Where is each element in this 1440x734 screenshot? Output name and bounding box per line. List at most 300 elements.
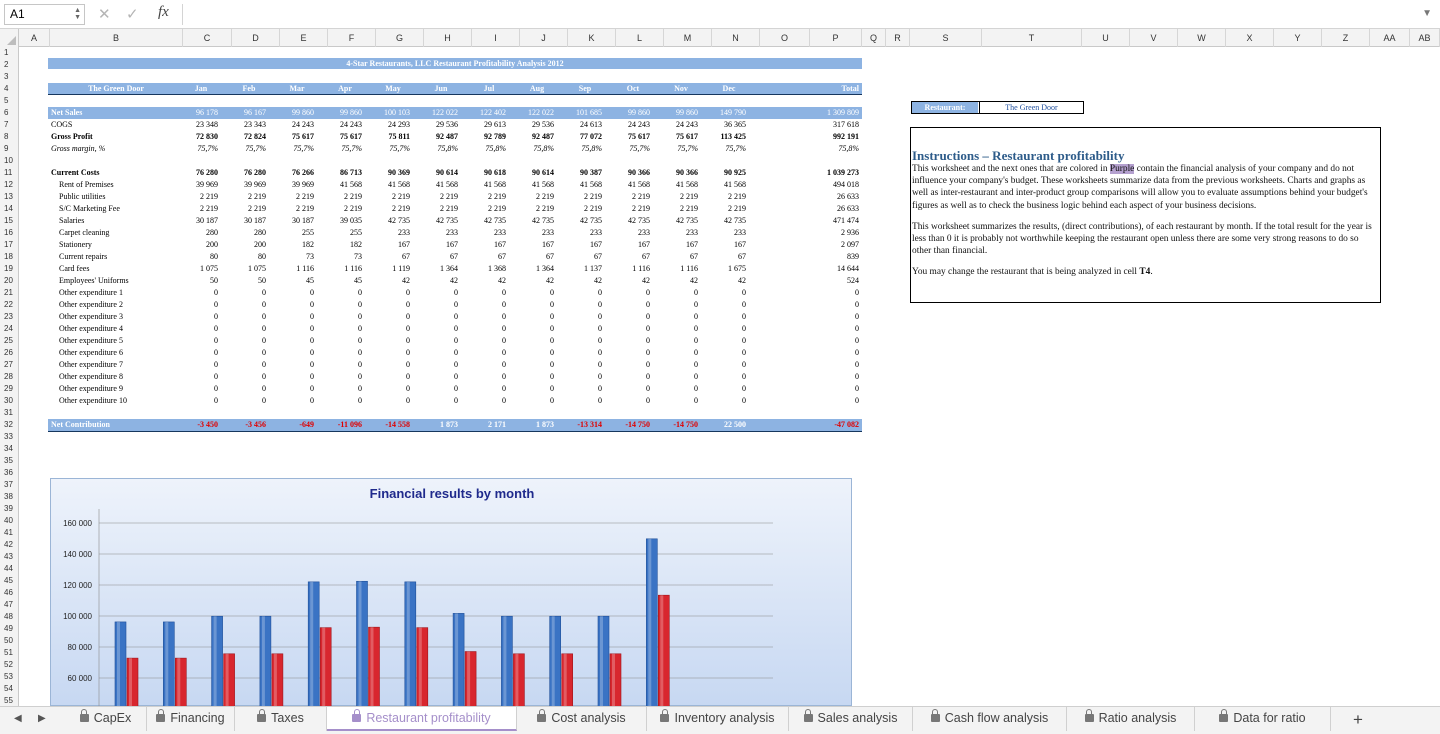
value-cell[interactable]: -14 750: [673, 420, 698, 429]
value-cell[interactable]: 167: [590, 240, 602, 249]
value-cell[interactable]: 2 219: [200, 204, 218, 213]
row-label[interactable]: Gross Profit: [51, 132, 93, 141]
column-header-t[interactable]: T: [982, 29, 1082, 47]
value-cell[interactable]: 2 219: [536, 204, 554, 213]
value-cell[interactable]: 75 811: [388, 132, 410, 141]
value-cell[interactable]: 96 167: [244, 108, 266, 117]
column-header-b[interactable]: B: [50, 29, 183, 47]
sheet-tab-inventory-analysis[interactable]: [647, 707, 789, 731]
value-cell[interactable]: 0: [310, 324, 314, 333]
value-cell[interactable]: 30 187: [196, 216, 218, 225]
value-cell[interactable]: 96 178: [196, 108, 218, 117]
value-cell[interactable]: 90 614: [532, 168, 554, 177]
value-cell[interactable]: 0: [310, 396, 314, 405]
row-label[interactable]: Carpet cleaning: [59, 228, 110, 237]
value-cell[interactable]: 90 618: [484, 168, 506, 177]
value-cell[interactable]: 23 343: [244, 120, 266, 129]
value-cell[interactable]: 0: [214, 300, 218, 309]
row-label[interactable]: Public utilities: [59, 192, 106, 201]
row-header-44[interactable]: 44: [4, 564, 13, 573]
column-header-a[interactable]: A: [19, 29, 50, 47]
value-cell[interactable]: 41 568: [580, 180, 602, 189]
value-cell[interactable]: 0: [598, 360, 602, 369]
row-label[interactable]: Card fees: [59, 264, 90, 273]
value-cell[interactable]: 41 568: [532, 180, 554, 189]
value-cell[interactable]: 0: [310, 384, 314, 393]
sheet-tab-ratio-analysis[interactable]: [1067, 707, 1195, 731]
value-cell[interactable]: 90 366: [628, 168, 650, 177]
value-cell[interactable]: 0: [694, 324, 698, 333]
value-cell[interactable]: 167: [686, 240, 698, 249]
value-cell[interactable]: 0: [214, 372, 218, 381]
value-cell[interactable]: 1 368: [488, 264, 506, 273]
restaurant-name[interactable]: The Green Door: [88, 84, 144, 93]
value-cell[interactable]: 2 219: [632, 192, 650, 201]
value-cell[interactable]: 42 735: [628, 216, 650, 225]
value-cell[interactable]: 77 072: [580, 132, 602, 141]
total-cell[interactable]: -47 082: [834, 420, 859, 429]
column-header-j[interactable]: J: [520, 29, 568, 47]
value-cell[interactable]: 22 500: [724, 420, 746, 429]
next-sheet-icon[interactable]: ▶: [38, 713, 46, 724]
total-cell[interactable]: 992 191: [833, 132, 859, 141]
value-cell[interactable]: 0: [310, 348, 314, 357]
row-header-28[interactable]: 28: [4, 372, 13, 381]
value-cell[interactable]: 0: [598, 348, 602, 357]
month-header-jun[interactable]: Jun: [434, 84, 448, 93]
value-cell[interactable]: 0: [406, 300, 410, 309]
value-cell[interactable]: 29 613: [484, 120, 506, 129]
value-cell[interactable]: 0: [262, 396, 266, 405]
row-header-55[interactable]: 55: [4, 696, 13, 705]
row-header-52[interactable]: 52: [4, 660, 13, 669]
value-cell[interactable]: 167: [734, 240, 746, 249]
add-sheet-button[interactable]: +: [1353, 710, 1363, 729]
value-cell[interactable]: 0: [214, 336, 218, 345]
previous-sheet-icon[interactable]: ◀: [14, 713, 22, 724]
value-cell[interactable]: 0: [406, 288, 410, 297]
column-header-ab[interactable]: AB: [1410, 29, 1440, 47]
value-cell[interactable]: 42 735: [388, 216, 410, 225]
value-cell[interactable]: 167: [398, 240, 410, 249]
cancel-icon[interactable]: ✕: [98, 6, 111, 23]
row-label[interactable]: Gross margin, %: [51, 144, 106, 153]
total-cell[interactable]: 14 644: [837, 264, 859, 273]
row-header-26[interactable]: 26: [4, 348, 13, 357]
value-cell[interactable]: 113 425: [720, 132, 746, 141]
value-cell[interactable]: 0: [214, 312, 218, 321]
value-cell[interactable]: 2 219: [680, 192, 698, 201]
value-cell[interactable]: 1 116: [344, 264, 362, 273]
row-header-18[interactable]: 18: [4, 252, 13, 261]
value-cell[interactable]: 75,7%: [341, 144, 362, 153]
value-cell[interactable]: 0: [550, 360, 554, 369]
row-header-1[interactable]: 1: [4, 48, 9, 57]
value-cell[interactable]: 75,8%: [581, 144, 602, 153]
value-cell[interactable]: 280: [254, 228, 266, 237]
value-cell[interactable]: 0: [742, 384, 746, 393]
value-cell[interactable]: 72 824: [244, 132, 266, 141]
total-cell[interactable]: 0: [855, 300, 859, 309]
value-cell[interactable]: 0: [694, 336, 698, 345]
value-cell[interactable]: 0: [646, 384, 650, 393]
value-cell[interactable]: 0: [454, 372, 458, 381]
row-label[interactable]: Salaries: [59, 216, 85, 225]
column-header-u[interactable]: U: [1082, 29, 1130, 47]
row-header-10[interactable]: 10: [4, 156, 13, 165]
value-cell[interactable]: 0: [598, 324, 602, 333]
value-cell[interactable]: 0: [358, 288, 362, 297]
sheet-tab-restaurant-profitability[interactable]: [327, 707, 517, 731]
column-header-aa[interactable]: AA: [1370, 29, 1410, 47]
value-cell[interactable]: 0: [694, 288, 698, 297]
value-cell[interactable]: 2 219: [728, 204, 746, 213]
value-cell[interactable]: 0: [454, 396, 458, 405]
value-cell[interactable]: 1 873: [440, 420, 458, 429]
value-cell[interactable]: 0: [358, 348, 362, 357]
value-cell[interactable]: 200: [206, 240, 218, 249]
name-box-spinner-icon[interactable]: ▲ ▼: [74, 7, 81, 21]
row-header-45[interactable]: 45: [4, 576, 13, 585]
value-cell[interactable]: 2 219: [200, 192, 218, 201]
value-cell[interactable]: 30 187: [244, 216, 266, 225]
value-cell[interactable]: 0: [310, 300, 314, 309]
month-header-dec[interactable]: Dec: [722, 84, 736, 93]
row-header-38[interactable]: 38: [4, 492, 13, 501]
column-header-f[interactable]: F: [328, 29, 376, 47]
value-cell[interactable]: 42 735: [484, 216, 506, 225]
value-cell[interactable]: 86 713: [340, 168, 362, 177]
value-cell[interactable]: 0: [550, 336, 554, 345]
value-cell[interactable]: 67: [450, 252, 458, 261]
value-cell[interactable]: 0: [742, 324, 746, 333]
value-cell[interactable]: 167: [638, 240, 650, 249]
value-cell[interactable]: 0: [406, 360, 410, 369]
value-cell[interactable]: 1 364: [536, 264, 554, 273]
row-header-15[interactable]: 15: [4, 216, 13, 225]
value-cell[interactable]: 1 137: [584, 264, 602, 273]
value-cell[interactable]: 0: [406, 348, 410, 357]
value-cell[interactable]: 2 219: [632, 204, 650, 213]
value-cell[interactable]: 50: [210, 276, 218, 285]
row-header-11[interactable]: 11: [4, 168, 13, 177]
row-label[interactable]: Other expenditure 1: [59, 288, 123, 297]
value-cell[interactable]: 67: [690, 252, 698, 261]
value-cell[interactable]: 0: [646, 336, 650, 345]
value-cell[interactable]: -3 456: [245, 420, 266, 429]
value-cell[interactable]: 42: [594, 276, 602, 285]
value-cell[interactable]: 255: [350, 228, 362, 237]
total-cell[interactable]: 0: [855, 360, 859, 369]
month-header-feb[interactable]: Feb: [242, 84, 256, 93]
value-cell[interactable]: 67: [594, 252, 602, 261]
value-cell[interactable]: 75,7%: [629, 144, 650, 153]
row-header-30[interactable]: 30: [4, 396, 13, 405]
column-header-e[interactable]: E: [280, 29, 328, 47]
value-cell[interactable]: 2 219: [440, 204, 458, 213]
value-cell[interactable]: -14 558: [385, 420, 410, 429]
row-header-40[interactable]: 40: [4, 516, 13, 525]
value-cell[interactable]: 41 568: [388, 180, 410, 189]
value-cell[interactable]: 0: [454, 300, 458, 309]
value-cell[interactable]: 0: [694, 312, 698, 321]
row-header-32[interactable]: 32: [4, 420, 13, 429]
row-header-17[interactable]: 17: [4, 240, 13, 249]
row-header-46[interactable]: 46: [4, 588, 13, 597]
value-cell[interactable]: 280: [206, 228, 218, 237]
instructions-box[interactable]: [910, 127, 1381, 303]
total-cell[interactable]: 0: [855, 288, 859, 297]
total-cell[interactable]: 2 097: [841, 240, 859, 249]
total-cell[interactable]: 471 474: [833, 216, 859, 225]
value-cell[interactable]: 182: [302, 240, 314, 249]
row-label[interactable]: Rent of Premises: [59, 180, 114, 189]
financial-results-chart[interactable]: [50, 478, 852, 706]
row-header-48[interactable]: 48: [4, 612, 13, 621]
value-cell[interactable]: 45: [354, 276, 362, 285]
row-header-25[interactable]: 25: [4, 336, 13, 345]
value-cell[interactable]: 42 735: [436, 216, 458, 225]
value-cell[interactable]: 0: [502, 312, 506, 321]
column-header-v[interactable]: V: [1130, 29, 1178, 47]
row-header-7[interactable]: 7: [4, 120, 9, 129]
row-header-49[interactable]: 49: [4, 624, 13, 633]
value-cell[interactable]: 0: [550, 324, 554, 333]
month-header-jan[interactable]: Jan: [194, 84, 208, 93]
column-header-c[interactable]: C: [183, 29, 232, 47]
value-cell[interactable]: -3 450: [197, 420, 218, 429]
value-cell[interactable]: 0: [742, 360, 746, 369]
value-cell[interactable]: 0: [454, 324, 458, 333]
value-cell[interactable]: 0: [502, 336, 506, 345]
row-label[interactable]: Other expenditure 8: [59, 372, 123, 381]
value-cell[interactable]: 41 568: [340, 180, 362, 189]
month-header-nov[interactable]: Nov: [674, 84, 688, 93]
value-cell[interactable]: 0: [742, 348, 746, 357]
value-cell[interactable]: 2 219: [248, 192, 266, 201]
value-cell[interactable]: 29 536: [436, 120, 458, 129]
value-cell[interactable]: 76 266: [292, 168, 314, 177]
month-header-mar[interactable]: Mar: [289, 84, 305, 93]
month-header-apr[interactable]: Apr: [338, 84, 352, 93]
value-cell[interactable]: 39 969: [196, 180, 218, 189]
value-cell[interactable]: 99 860: [292, 108, 314, 117]
value-cell[interactable]: 0: [406, 384, 410, 393]
column-header-y[interactable]: Y: [1274, 29, 1322, 47]
value-cell[interactable]: 149 790: [720, 108, 746, 117]
value-cell[interactable]: 0: [598, 372, 602, 381]
value-cell[interactable]: 233: [590, 228, 602, 237]
value-cell[interactable]: 0: [454, 288, 458, 297]
value-cell[interactable]: 75,7%: [725, 144, 746, 153]
value-cell[interactable]: 0: [262, 300, 266, 309]
value-cell[interactable]: 0: [550, 300, 554, 309]
value-cell[interactable]: 0: [550, 348, 554, 357]
row-label[interactable]: Other expenditure 7: [59, 360, 123, 369]
value-cell[interactable]: 75,7%: [293, 144, 314, 153]
value-cell[interactable]: 0: [550, 312, 554, 321]
total-cell[interactable]: 839: [847, 252, 859, 261]
value-cell[interactable]: 39 969: [292, 180, 314, 189]
value-cell[interactable]: 0: [358, 300, 362, 309]
row-header-16[interactable]: 16: [4, 228, 13, 237]
month-header-aug[interactable]: Aug: [529, 84, 545, 93]
column-header-p[interactable]: P: [810, 29, 862, 47]
value-cell[interactable]: 122 402: [480, 108, 506, 117]
value-cell[interactable]: 0: [502, 348, 506, 357]
value-cell[interactable]: 0: [598, 288, 602, 297]
row-label[interactable]: Other expenditure 9: [59, 384, 123, 393]
value-cell[interactable]: 0: [646, 288, 650, 297]
value-cell[interactable]: 67: [498, 252, 506, 261]
value-cell[interactable]: 42: [642, 276, 650, 285]
value-cell[interactable]: 0: [646, 300, 650, 309]
value-cell[interactable]: 0: [742, 336, 746, 345]
row-label[interactable]: S/C Marketing Fee: [59, 204, 120, 213]
value-cell[interactable]: 1 364: [440, 264, 458, 273]
function-icon[interactable]: fx: [158, 4, 169, 20]
row-header-42[interactable]: 42: [4, 540, 13, 549]
value-cell[interactable]: 2 171: [488, 420, 506, 429]
column-header-z[interactable]: Z: [1322, 29, 1370, 47]
value-cell[interactable]: 0: [262, 372, 266, 381]
row-label[interactable]: Other expenditure 2: [59, 300, 123, 309]
row-header-22[interactable]: 22: [4, 300, 13, 309]
value-cell[interactable]: 2 219: [584, 192, 602, 201]
total-cell[interactable]: 0: [855, 324, 859, 333]
row-header-21[interactable]: 21: [4, 288, 13, 297]
row-label[interactable]: Current Costs: [51, 168, 100, 177]
value-cell[interactable]: 2 219: [584, 204, 602, 213]
value-cell[interactable]: 200: [254, 240, 266, 249]
value-cell[interactable]: 0: [550, 396, 554, 405]
total-cell[interactable]: 0: [855, 384, 859, 393]
value-cell[interactable]: 0: [646, 360, 650, 369]
value-cell[interactable]: 0: [310, 336, 314, 345]
value-cell[interactable]: 0: [406, 324, 410, 333]
column-header-o[interactable]: O: [760, 29, 810, 47]
value-cell[interactable]: 233: [638, 228, 650, 237]
column-header-r[interactable]: R: [886, 29, 910, 47]
value-cell[interactable]: 101 685: [576, 108, 602, 117]
value-cell[interactable]: 39 969: [244, 180, 266, 189]
row-header-8[interactable]: 8: [4, 132, 9, 141]
value-cell[interactable]: 42 735: [532, 216, 554, 225]
sheet-tab-taxes[interactable]: [235, 707, 327, 731]
value-cell[interactable]: 0: [550, 288, 554, 297]
value-cell[interactable]: 1 075: [200, 264, 218, 273]
value-cell[interactable]: 42 735: [580, 216, 602, 225]
value-cell[interactable]: -11 096: [337, 420, 362, 429]
month-header-jul[interactable]: Jul: [483, 84, 495, 93]
total-cell[interactable]: 1 309 809: [827, 108, 859, 117]
month-header-oct[interactable]: Oct: [626, 84, 640, 93]
sheet-tab-cost-analysis[interactable]: [517, 707, 647, 731]
value-cell[interactable]: 0: [454, 384, 458, 393]
value-cell[interactable]: 167: [494, 240, 506, 249]
select-all-corner[interactable]: [0, 29, 19, 47]
value-cell[interactable]: 1 075: [248, 264, 266, 273]
value-cell[interactable]: 99 860: [340, 108, 362, 117]
value-cell[interactable]: 0: [694, 384, 698, 393]
total-cell[interactable]: 26 633: [837, 192, 859, 201]
value-cell[interactable]: 0: [454, 360, 458, 369]
value-cell[interactable]: 0: [214, 288, 218, 297]
value-cell[interactable]: 2 219: [488, 204, 506, 213]
value-cell[interactable]: 75,7%: [677, 144, 698, 153]
value-cell[interactable]: 0: [502, 384, 506, 393]
row-header-33[interactable]: 33: [4, 432, 13, 441]
value-cell[interactable]: 90 614: [436, 168, 458, 177]
value-cell[interactable]: 0: [550, 384, 554, 393]
sheet-tab-financing[interactable]: [147, 707, 235, 731]
row-header-29[interactable]: 29: [4, 384, 13, 393]
value-cell[interactable]: 0: [358, 336, 362, 345]
row-header-9[interactable]: 9: [4, 144, 9, 153]
value-cell[interactable]: 0: [262, 336, 266, 345]
row-header-3[interactable]: 3: [4, 72, 9, 81]
value-cell[interactable]: 0: [646, 312, 650, 321]
value-cell[interactable]: 24 243: [340, 120, 362, 129]
value-cell[interactable]: 80: [210, 252, 218, 261]
value-cell[interactable]: 0: [742, 312, 746, 321]
column-header-m[interactable]: M: [664, 29, 712, 47]
value-cell[interactable]: -14 750: [625, 420, 650, 429]
value-cell[interactable]: 2 219: [392, 204, 410, 213]
value-cell[interactable]: 24 243: [628, 120, 650, 129]
value-cell[interactable]: 24 243: [676, 120, 698, 129]
total-cell[interactable]: 1 039 273: [827, 168, 859, 177]
row-header-24[interactable]: 24: [4, 324, 13, 333]
value-cell[interactable]: 67: [642, 252, 650, 261]
total-cell[interactable]: 0: [855, 336, 859, 345]
value-cell[interactable]: 24 613: [580, 120, 602, 129]
value-cell[interactable]: 0: [598, 336, 602, 345]
value-cell[interactable]: 76 280: [196, 168, 218, 177]
value-cell[interactable]: 42: [690, 276, 698, 285]
value-cell[interactable]: 0: [214, 360, 218, 369]
value-cell[interactable]: 42: [498, 276, 506, 285]
value-cell[interactable]: 75 617: [340, 132, 362, 141]
value-cell[interactable]: 1 675: [728, 264, 746, 273]
value-cell[interactable]: 24 243: [292, 120, 314, 129]
value-cell[interactable]: 0: [598, 300, 602, 309]
value-cell[interactable]: 233: [734, 228, 746, 237]
value-cell[interactable]: 2 219: [536, 192, 554, 201]
value-cell[interactable]: 75 617: [676, 132, 698, 141]
row-header-39[interactable]: 39: [4, 504, 13, 513]
total-cell[interactable]: 0: [855, 348, 859, 357]
row-header-51[interactable]: 51: [4, 648, 13, 657]
total-header[interactable]: Total: [841, 84, 859, 93]
value-cell[interactable]: 0: [262, 324, 266, 333]
value-cell[interactable]: 167: [446, 240, 458, 249]
restaurant-selector-value[interactable]: The Green Door: [979, 102, 1083, 113]
row-header-34[interactable]: 34: [4, 444, 13, 453]
value-cell[interactable]: 0: [358, 360, 362, 369]
value-cell[interactable]: 122 022: [528, 108, 554, 117]
value-cell[interactable]: 75,7%: [197, 144, 218, 153]
total-cell[interactable]: 0: [855, 312, 859, 321]
value-cell[interactable]: 0: [502, 300, 506, 309]
value-cell[interactable]: 41 568: [484, 180, 506, 189]
column-header-i[interactable]: I: [472, 29, 520, 47]
value-cell[interactable]: 0: [694, 300, 698, 309]
row-header-37[interactable]: 37: [4, 480, 13, 489]
value-cell[interactable]: 0: [742, 396, 746, 405]
row-header-6[interactable]: 6: [4, 108, 9, 117]
value-cell[interactable]: 41 568: [676, 180, 698, 189]
